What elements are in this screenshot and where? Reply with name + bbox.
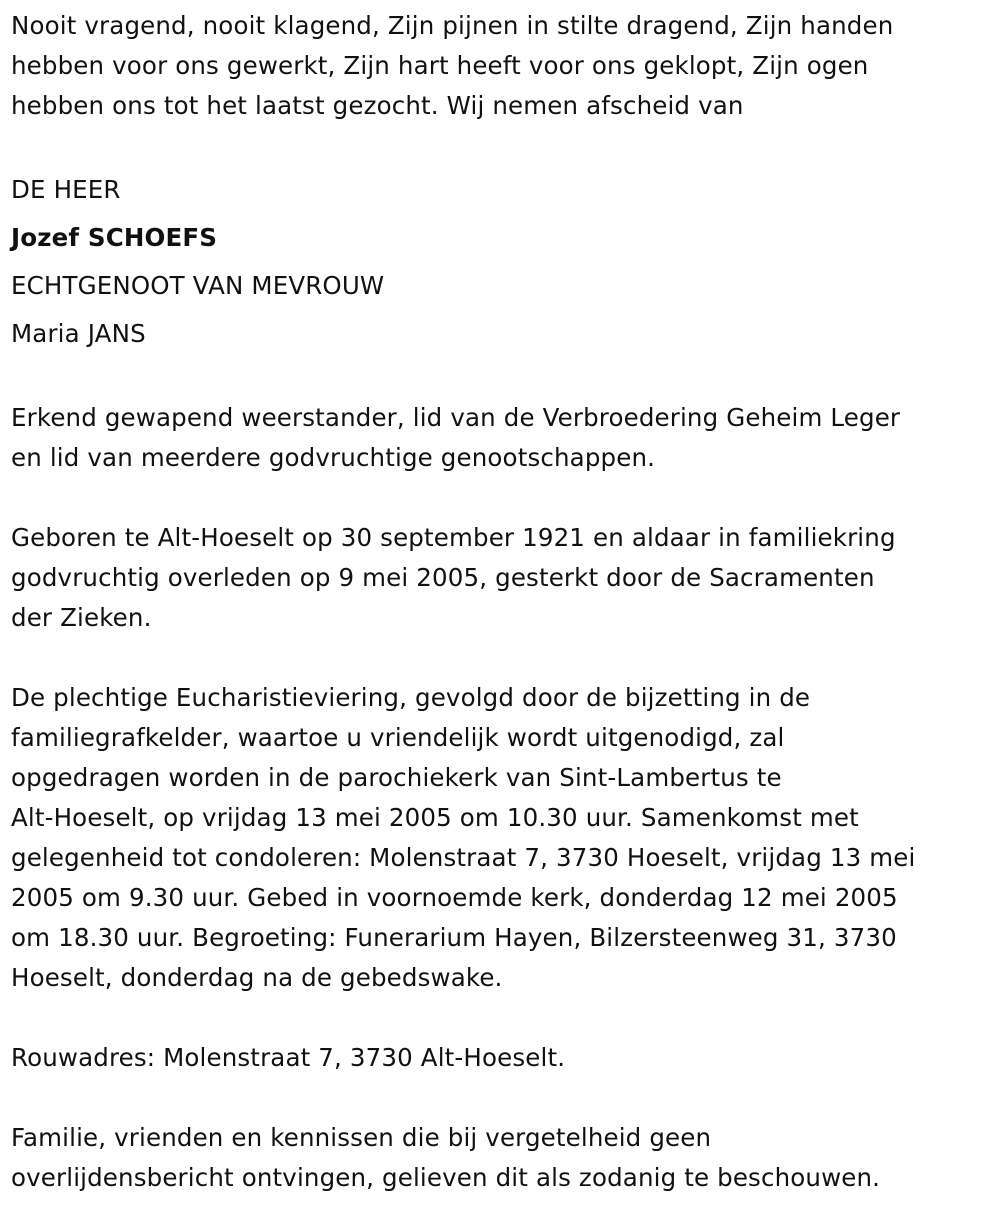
ceremony-line: Alt-Hoeselt, op vrijdag 13 mei 2005 om 10.30 uur. Samenkomst met xyxy=(11,803,859,832)
ceremony-line: opgedragen worden in de parochiekerk van Sint-Lambertus te xyxy=(11,763,782,792)
closing-paragraph xyxy=(11,1118,1000,1198)
description-line: Erkend gewapend weerstander, lid van de Verbroedering Geheim Leger xyxy=(11,403,901,432)
spacer xyxy=(11,358,1000,398)
spacer xyxy=(11,1078,1000,1118)
deceased-block xyxy=(11,166,1000,358)
ceremony-line: om 18.30 uur. Begroeting: Funerarium Hayen, Bilzersteenweg 31, 3730 xyxy=(11,923,897,952)
ceremony-line: Hoeselt, donderdag na de gebedswake. xyxy=(11,963,503,992)
mourning-address-paragraph xyxy=(11,1038,1000,1078)
description-line: en lid van meerdere godvruchtige genootschappen. xyxy=(11,443,656,472)
ceremony-paragraph xyxy=(11,678,1000,998)
ceremony-line: De plechtige Eucharistieviering, gevolgd door de bijzetting in de xyxy=(11,683,811,712)
spouse-title: ECHTGENOOT VAN MEVROUW xyxy=(11,271,385,300)
ceremony-line: gelegenheid tot condoleren: Molenstraat 7, 3730 Hoeselt, vrijdag 13 mei xyxy=(11,843,916,872)
spouse-name: Maria JANS xyxy=(11,319,146,348)
mourning-address-line: Rouwadres: Molenstraat 7, 3730 Alt-Hoeselt. xyxy=(11,1043,566,1072)
spacer xyxy=(11,998,1000,1038)
intro-line: hebben voor ons gewerkt, Zijn hart heeft voor ons geklopt, Zijn ogen xyxy=(11,51,869,80)
closing-line: Familie, vrienden en kennissen die bij vergetelheid geen xyxy=(11,1123,712,1152)
intro-line: Nooit vragend, nooit klagend, Zijn pijnen in stilte dragend, Zijn handen xyxy=(11,11,894,40)
deceased-title: DE HEER xyxy=(11,175,121,204)
intro-paragraph xyxy=(11,6,1000,126)
birth-death-line: godvruchtig overleden op 9 mei 2005, gesterkt door de Sacramenten xyxy=(11,563,875,592)
spacer xyxy=(11,126,1000,166)
ceremony-line: familiegrafkelder, waartoe u vriendelijk wordt uitgenodigd, zal xyxy=(11,723,785,752)
birth-death-paragraph xyxy=(11,518,1000,638)
description-paragraph xyxy=(11,398,1000,478)
closing-line: overlijdensbericht ontvingen, gelieven dit als zodanig te beschouwen. xyxy=(11,1163,881,1192)
intro-line: hebben ons tot het laatst gezocht. Wij nemen afscheid van xyxy=(11,91,744,120)
deceased-name: Jozef SCHOEFS xyxy=(11,223,218,252)
spacer xyxy=(11,638,1000,678)
birth-death-line: Geboren te Alt-Hoeselt op 30 september 1921 en aldaar in familiekring xyxy=(11,523,896,552)
birth-death-line: der Zieken. xyxy=(11,603,152,632)
ceremony-line: 2005 om 9.30 uur. Gebed in voornoemde kerk, donderdag 12 mei 2005 xyxy=(11,883,898,912)
spacer xyxy=(11,478,1000,518)
